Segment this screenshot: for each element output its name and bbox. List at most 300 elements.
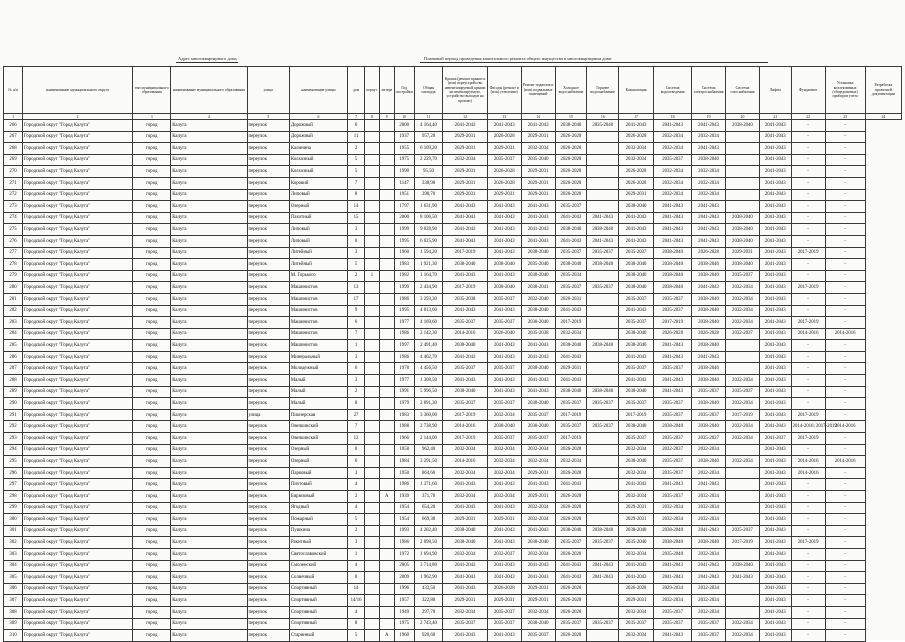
building-cell [365, 606, 380, 618]
repair-period-cell [587, 467, 619, 479]
building-cell [365, 131, 380, 143]
column-number: 11 [414, 114, 443, 120]
repair-period-cell: 2032-2034 [555, 456, 587, 468]
year-built-cell: 1949 [394, 606, 414, 618]
municipal-district-cell: Городской округ "Город Калуга" [23, 120, 133, 132]
repair-period-cell: 2041-2043 [487, 224, 521, 236]
repair-period-cell: 2038-2040 [555, 259, 587, 271]
repair-period-cell: 2041-2043 [555, 212, 587, 224]
municipal-district-cell: Городской округ "Город Калуга" [23, 444, 133, 456]
repair-period-cell: 2041-2043 [587, 212, 619, 224]
municipal-district-cell: Городской округ "Город Калуга" [23, 491, 133, 503]
repair-period-cell: 2032-2034 [654, 166, 692, 178]
row-number: 285 [4, 340, 23, 352]
repair-period-cell: 2035-2037 [619, 247, 654, 259]
repair-period-cell: - [825, 618, 865, 630]
municipal-district-cell: Городской округ "Город Калуга" [23, 421, 133, 433]
year-built-cell: 1979 [394, 398, 414, 410]
table-row [4, 583, 902, 595]
repair-period-cell: 2035-2037 [726, 525, 760, 537]
municipal-district-cell: Городской округ "Город Калуга" [23, 154, 133, 166]
house-number-cell: 4 [348, 606, 365, 618]
repair-period-cell: 2032-2034 [726, 421, 760, 433]
repair-period-cell: - [825, 525, 865, 537]
building-cell [365, 317, 380, 329]
letter-cell [379, 212, 394, 224]
municipality-type-cell: город [133, 282, 171, 294]
municipality-name-cell: Калуга [171, 224, 247, 236]
building-cell [365, 537, 380, 549]
repair-period-cell: 2038-2040 [619, 201, 654, 213]
house-number-cell: 8 [348, 572, 365, 584]
street-type-cell: переулок [247, 560, 289, 572]
table-row [4, 548, 902, 560]
repair-period-cell: - [825, 409, 865, 421]
repair-period-cell: 2029-2031 [521, 166, 555, 178]
municipality-name-cell: Калуга [171, 166, 247, 178]
year-built-cell: 2005 [394, 560, 414, 572]
column-number: 2 [23, 114, 133, 120]
municipal-district-cell: Городской округ "Город Калуга" [23, 525, 133, 537]
repair-period-cell: 2032-2034 [726, 293, 760, 305]
municipal-district-cell: Городской округ "Город Калуга" [23, 537, 133, 549]
municipal-district-cell: Городской округ "Город Калуга" [23, 375, 133, 387]
repair-period-cell: 2041-2043 [759, 409, 791, 421]
row-number: 270 [4, 166, 23, 178]
municipality-type-cell: город [133, 537, 171, 549]
municipality-type-cell: город [133, 548, 171, 560]
street-type-cell: переулок [247, 491, 289, 503]
repair-period-cell: 2041-2043 [487, 502, 521, 514]
building-cell [365, 177, 380, 189]
repair-period-cell: 2035-2037 [654, 491, 692, 503]
repair-period-cell: 2032-2034 [555, 328, 587, 340]
municipality-name-cell: Калуга [171, 189, 247, 201]
column-header: Фасады (ремонт и (или) утепление) [487, 67, 521, 114]
repair-period-cell: 2041-2043 [759, 305, 791, 317]
letter-cell [379, 479, 394, 491]
repair-period-cell: 2035-2037 [692, 386, 726, 398]
repair-period-cell: 2041-2043 [654, 560, 692, 572]
repair-period-cell: 2029-2031 [487, 189, 521, 201]
row-number: 277 [4, 247, 23, 259]
repair-period-cell: - [791, 548, 825, 560]
repair-schedule-table [3, 66, 902, 642]
building-cell [365, 282, 380, 294]
column-number: 18 [654, 114, 692, 120]
letter-cell [379, 143, 394, 155]
house-number-cell: 3 [348, 351, 365, 363]
municipality-name-cell: Калуга [171, 583, 247, 595]
repair-period-cell: 2041-2043 [759, 560, 791, 572]
repair-period-cell: 2017-2019 [443, 433, 487, 445]
repair-period-cell: - [825, 479, 865, 491]
municipality-name-cell: Калуга [171, 340, 247, 352]
year-built-cell: 1995 [394, 235, 414, 247]
repair-period-cell: 2032-2034 [521, 548, 555, 560]
repair-period-cell: - [791, 583, 825, 595]
repair-period-cell: 2026-2028 [487, 177, 521, 189]
street-name-cell: Озерный [289, 456, 347, 468]
repair-period-cell: 2041-2043 [759, 630, 791, 642]
street-name-cell: Калинина [289, 143, 347, 155]
repair-period-cell [587, 189, 619, 201]
municipal-district-cell: Городской округ "Город Калуга" [23, 386, 133, 398]
repair-period-cell: 2014-2016 [825, 456, 865, 468]
repair-period-cell: 2035-2037 [555, 247, 587, 259]
repair-period-cell: 2038-2040 [619, 340, 654, 352]
repair-period-cell: 2032-2040 [521, 293, 555, 305]
municipal-district-cell: Городской округ "Город Калуга" [23, 305, 133, 317]
total-area-cell: 6 109,20 [414, 143, 443, 155]
letter-cell [379, 537, 394, 549]
letter-cell [379, 247, 394, 259]
repair-period-cell: 2041-2043 [759, 247, 791, 259]
house-number-cell: 8 [348, 618, 365, 630]
repair-period-cell: 2035-2038 [521, 328, 555, 340]
repair-period-cell: 2026-2028 [487, 131, 521, 143]
street-name-cell: Парковый [289, 467, 347, 479]
street-type-cell: переулок [247, 247, 289, 259]
street-name-cell: Спортивный [289, 606, 347, 618]
letter-cell [379, 270, 394, 282]
repair-period-cell: - [791, 143, 825, 155]
municipality-name-cell: Калуга [171, 259, 247, 271]
address-group-rule [176, 62, 238, 63]
repair-period-cell: 2032-2034 [692, 177, 726, 189]
municipality-name-cell: Калуга [171, 282, 247, 294]
total-area-cell: 2 743,40 [414, 618, 443, 630]
table-row [4, 456, 902, 468]
column-number: 5 [247, 114, 289, 120]
municipality-type-cell: город [133, 201, 171, 213]
repair-period-cell: 2026-2028 [619, 583, 654, 595]
repair-period-cell: 2029-2031 [521, 467, 555, 479]
row-number: 282 [4, 305, 23, 317]
year-built-cell: 1977 [394, 317, 414, 329]
table-row [4, 328, 902, 340]
letter-cell [379, 351, 394, 363]
repair-period-cell: 2026-2028 [555, 131, 587, 143]
repair-period-cell: - [791, 270, 825, 282]
repair-period-cell: 2029-2031 [619, 189, 654, 201]
column-header: тип муниципального образования [133, 67, 171, 114]
street-name-cell: Пушкина [289, 525, 347, 537]
column-number: 4 [171, 114, 247, 120]
repair-period-cell: 2041-2043 [443, 560, 487, 572]
repair-period-cell [726, 491, 760, 503]
municipality-type-cell: город [133, 177, 171, 189]
repair-period-cell: 2032-2034 [487, 456, 521, 468]
column-number: 15 [555, 114, 587, 120]
municipality-name-cell: Калуга [171, 131, 247, 143]
table-row [4, 630, 902, 642]
municipal-district-cell: Городской округ "Город Калуга" [23, 293, 133, 305]
column-header: улица [247, 67, 289, 114]
repair-period-cell: 2035-2040 [521, 154, 555, 166]
repair-period-cell: - [825, 247, 865, 259]
letter-cell [379, 398, 394, 410]
repair-period-cell: 2041-2043 [759, 467, 791, 479]
municipality-name-cell: Калуга [171, 328, 247, 340]
total-area-cell: 1 921,30 [414, 259, 443, 271]
row-number: 279 [4, 270, 23, 282]
repair-period-cell: 2014-2016 [825, 421, 865, 433]
repair-period-cell [587, 409, 619, 421]
table-row [4, 317, 902, 329]
municipal-district-cell: Городской округ "Город Калуга" [23, 630, 133, 642]
street-name-cell: Пихтовый [289, 479, 347, 491]
repair-period-cell: 2041-2043 [759, 514, 791, 526]
municipal-district-cell: Городской округ "Город Калуга" [23, 270, 133, 282]
house-number-cell: 6 [348, 235, 365, 247]
repair-period-cell: 2038-2040 [487, 282, 521, 294]
repair-period-cell: 2032-2034 [487, 409, 521, 421]
municipality-name-cell: Калуга [171, 514, 247, 526]
total-area-cell: 6 025,90 [414, 235, 443, 247]
repair-period-cell: 2035-2037 [555, 398, 587, 410]
column-header-row [4, 67, 902, 114]
municipality-type-cell: город [133, 479, 171, 491]
repair-period-cell: 2038-2040 [726, 224, 760, 236]
repair-period-cell: - [825, 398, 865, 410]
table-row [4, 201, 902, 213]
repair-period-cell [726, 502, 760, 514]
repair-period-cell [726, 479, 760, 491]
repair-period-cell: 2041-2043 [487, 212, 521, 224]
repair-period-cell: 2041-2043 [759, 317, 791, 329]
repair-period-cell: 2029-2031 [487, 595, 521, 607]
repair-period-cell: 2017-2019 [726, 409, 760, 421]
row-number: 304 [4, 560, 23, 572]
column-number: 14 [521, 114, 555, 120]
repair-period-cell: 2026-2028 [487, 166, 521, 178]
municipal-district-cell: Городской округ "Город Калуга" [23, 317, 133, 329]
municipal-district-cell: Городской округ "Город Калуга" [23, 189, 133, 201]
row-number: 300 [4, 514, 23, 526]
municipality-type-cell: город [133, 189, 171, 201]
repair-period-cell: 2041-2043 [692, 560, 726, 572]
municipal-district-cell: Городской округ "Город Калуга" [23, 212, 133, 224]
repair-period-cell: 2041-2043 [759, 131, 791, 143]
repair-period-cell: - [791, 444, 825, 456]
repair-period-cell: 2041-2043 [521, 235, 555, 247]
table-row [4, 525, 902, 537]
repair-period-cell: 2029-2031 [521, 189, 555, 201]
repair-period-cell: 2038-2040 [555, 120, 587, 132]
street-type-cell: переулок [247, 618, 289, 630]
repair-period-cell: 2038-2040 [443, 525, 487, 537]
repair-period-cell: 2041-2043 [692, 282, 726, 294]
repair-period-cell: 2032-2034 [619, 491, 654, 503]
street-type-cell: улица [247, 409, 289, 421]
repair-period-cell: - [825, 120, 865, 132]
repair-period-cell: 2035-2037 [654, 293, 692, 305]
repair-period-cell: 2035-2037 [487, 317, 521, 329]
column-header: Горячее водоснабжение [587, 67, 619, 114]
municipality-name-cell: Калуга [171, 502, 247, 514]
total-area-cell: 4 202,40 [414, 525, 443, 537]
street-type-cell: переулок [247, 351, 289, 363]
repair-period-cell: 2041-2043 [692, 351, 726, 363]
street-name-cell: Литейный [289, 247, 347, 259]
table-row [4, 479, 902, 491]
table-row [4, 444, 902, 456]
repair-period-cell: 2026-2028 [692, 247, 726, 259]
year-built-cell: 1977 [394, 375, 414, 387]
row-number: 296 [4, 467, 23, 479]
municipality-name-cell: Калуга [171, 177, 247, 189]
repair-period-cell: 2038-2040 [692, 293, 726, 305]
repair-period-cell: - [825, 630, 865, 642]
repair-period-cell: 2038-2040 [555, 224, 587, 236]
repair-period-cell: 2035-2037 [654, 456, 692, 468]
street-name-cell: Пожарный [289, 514, 347, 526]
street-name-cell: Колхозный [289, 166, 347, 178]
period-group-rule [420, 62, 768, 63]
total-area-cell: 95,50 [414, 166, 443, 178]
repair-period-cell: 2035-2037 [619, 618, 654, 630]
municipality-type-cell: город [133, 398, 171, 410]
repair-period-cell: 2032-2034 [443, 491, 487, 503]
repair-period-cell: - [825, 444, 865, 456]
repair-period-cell: 2038-2040 [654, 282, 692, 294]
repair-period-cell: 2035-2037 [654, 606, 692, 618]
repair-period-cell: 2032-2034 [692, 444, 726, 456]
row-number: 310 [4, 630, 23, 642]
building-cell [365, 491, 380, 503]
repair-period-cell: 2041-2043 [619, 572, 654, 584]
repair-period-cell: 2026-2028 [555, 166, 587, 178]
repair-period-cell: 2041-2043 [619, 212, 654, 224]
repair-period-cell: 2041-2043 [555, 375, 587, 387]
house-number-cell: 2 [348, 270, 365, 282]
repair-period-cell: 2038-2040 [443, 259, 487, 271]
repair-period-cell: 2014-2016 [825, 328, 865, 340]
repair-period-cell: 2035-2037 [654, 154, 692, 166]
repair-period-cell: 2032-2034 [654, 595, 692, 607]
repair-period-cell: 2032-2034 [692, 491, 726, 503]
municipality-name-cell: Калуга [171, 618, 247, 630]
building-cell [365, 479, 380, 491]
repair-period-cell: 2038-2040 [726, 235, 760, 247]
municipality-type-cell: город [133, 618, 171, 630]
repair-period-cell: 2029-2031 [726, 247, 760, 259]
repair-period-cell: - [825, 572, 865, 584]
letter-cell [379, 444, 394, 456]
column-number: 1 [4, 114, 23, 120]
repair-period-cell: - [825, 386, 865, 398]
total-area-cell: 433,50 [414, 583, 443, 595]
repair-period-cell: 2014-2016 [791, 467, 825, 479]
total-area-cell: 2 229,70 [414, 154, 443, 166]
municipality-type-cell: город [133, 514, 171, 526]
repair-period-cell: 2029-2031 [521, 491, 555, 503]
repair-period-cell: 2032-2034 [726, 456, 760, 468]
municipality-type-cell: город [133, 143, 171, 155]
total-area-cell: 4 013,60 [414, 305, 443, 317]
municipality-type-cell: город [133, 456, 171, 468]
repair-period-cell: 2041-2043 [619, 224, 654, 236]
repair-period-cell [726, 201, 760, 213]
street-name-cell: Машинистов [289, 293, 347, 305]
building-cell [365, 143, 380, 155]
repair-period-cell: 2038-2040 [487, 421, 521, 433]
municipal-district-cell: Городской округ "Город Калуга" [23, 143, 133, 155]
repair-period-cell [587, 444, 619, 456]
repair-period-cell: 2041-2043 [759, 491, 791, 503]
repair-period-cell: 2041-2043 [759, 398, 791, 410]
repair-period-cell: - [825, 363, 865, 375]
repair-period-cell: 2038-2040 [619, 421, 654, 433]
repair-period-cell: 2041-2043 [759, 212, 791, 224]
repair-period-cell: 2041-2043 [555, 351, 587, 363]
column-header: Фундамент [791, 67, 825, 114]
repair-period-cell: 2029-2031 [443, 177, 487, 189]
letter-cell [379, 282, 394, 294]
street-type-cell: переулок [247, 177, 289, 189]
year-built-cell: 1955 [394, 143, 414, 155]
repair-period-cell: 2035-2037 [487, 154, 521, 166]
street-type-cell: переулок [247, 583, 289, 595]
row-number: 287 [4, 363, 23, 375]
repair-period-cell: 2035-2037 [555, 201, 587, 213]
repair-period-cell: - [791, 618, 825, 630]
total-area-cell: 4 402,70 [414, 351, 443, 363]
total-area-cell: 1 962,90 [414, 572, 443, 584]
repair-period-cell: 2041-2043 [487, 375, 521, 387]
repair-period-cell: 2038-2040 [654, 421, 692, 433]
repair-period-cell: - [825, 502, 865, 514]
building-cell [365, 351, 380, 363]
repair-period-cell: 2032-2037 [487, 548, 521, 560]
repair-period-cell: 2041-2043 [487, 305, 521, 317]
street-type-cell: переулок [247, 433, 289, 445]
repair-period-cell: 2026-2040 [487, 328, 521, 340]
street-name-cell: Старинный [289, 630, 347, 642]
repair-period-cell: 2029-2031 [521, 595, 555, 607]
street-name-cell: Малый [289, 386, 347, 398]
house-number-cell: 7 [348, 421, 365, 433]
repair-period-cell: 2038-2040 [587, 525, 619, 537]
municipality-name-cell: Калуга [171, 351, 247, 363]
repair-period-cell: 2041-2043 [692, 201, 726, 213]
year-built-cell: 1983 [394, 259, 414, 271]
repair-period-cell: - [825, 514, 865, 526]
repair-period-cell: 2041-2043 [487, 235, 521, 247]
repair-period-cell: 2032-2034 [726, 305, 760, 317]
municipality-name-cell: Калуга [171, 467, 247, 479]
municipal-district-cell: Городской округ "Город Калуга" [23, 224, 133, 236]
street-name-cell: Овечкинский [289, 421, 347, 433]
repair-period-cell: 2038-2040 [555, 525, 587, 537]
municipal-district-cell: Городской округ "Город Калуга" [23, 583, 133, 595]
year-built-cell: 1997 [394, 340, 414, 352]
year-built-cell: 1957 [394, 595, 414, 607]
row-number: 306 [4, 583, 23, 595]
table-row [4, 421, 902, 433]
table-row [4, 514, 902, 526]
repair-period-cell: 2041-2043 [521, 201, 555, 213]
total-area-cell: 920,60 [414, 630, 443, 642]
repair-period-cell: 2041-2043 [443, 212, 487, 224]
table-row [4, 247, 902, 259]
repair-period-cell: 2032-2034 [443, 444, 487, 456]
repair-period-cell: 2026-2028 [619, 166, 654, 178]
street-name-cell: Озерный [289, 444, 347, 456]
repair-period-cell: - [825, 166, 865, 178]
building-cell [365, 560, 380, 572]
